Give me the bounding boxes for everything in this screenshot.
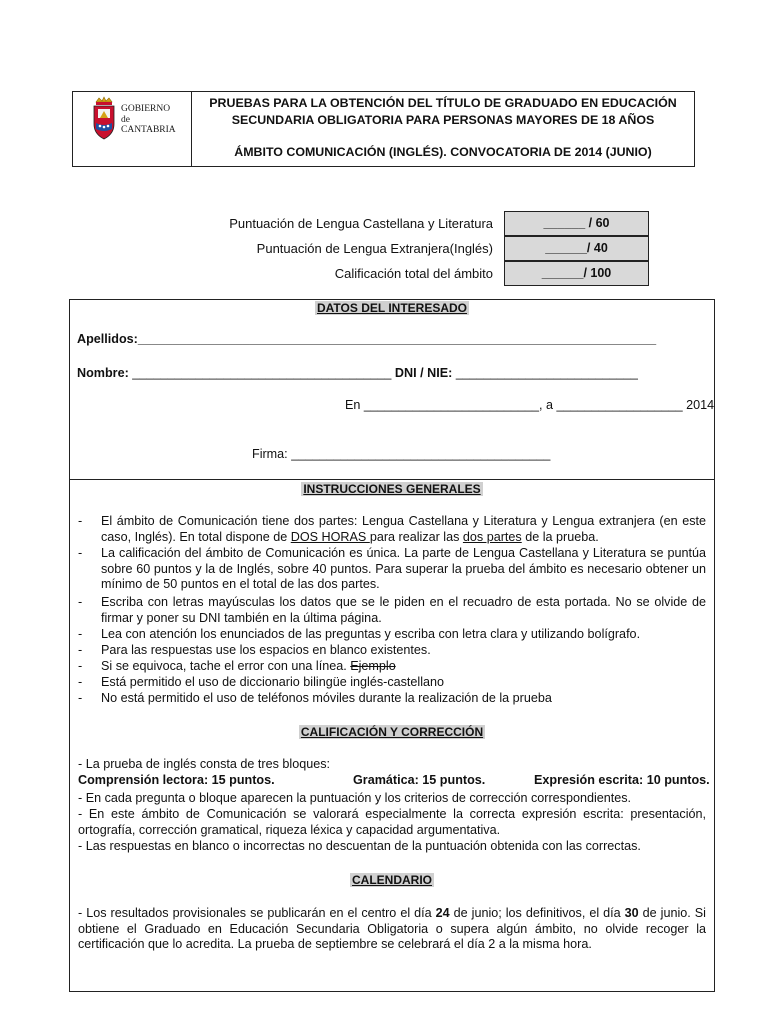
score-label-ingles: Puntuación de Lengua Extranjera(Inglés) (256, 241, 493, 256)
calificacion-line-3: - En este ámbito de Comunicación se valorará especialmente la correcta expresión escrita: presentación, ortografía, corrección gramatical, riqueza léxica y capacidad argumentativa. (78, 807, 706, 837)
instruction-item-5: - Para las respuestas use los espacios en blanco existentes. (78, 643, 431, 657)
firma-field[interactable]: _____________________________________ (291, 447, 551, 461)
place-date-row[interactable] (345, 398, 714, 412)
logo-line-1: GOBIERNO (121, 104, 171, 114)
en-label: En (345, 398, 364, 412)
score-cell-castellano[interactable]: ______ / 60 (504, 211, 649, 236)
instruction-item-4: - Lea con atención los enunciados de las preguntas y escriba con letra clara y utilizando bolígrafo. (78, 627, 641, 641)
instruction-item-6: - Si se equivoca, tache el error con una línea. Ejemplo (78, 659, 396, 673)
firma-label: Firma: (252, 447, 292, 461)
apellidos-label: Apellidos: (77, 332, 138, 346)
main-form-box (69, 299, 715, 992)
firma-row[interactable] (252, 447, 550, 461)
block-gramatica: Gramática: 15 puntos. (353, 773, 486, 787)
year-label: 2014 (682, 398, 715, 412)
document-header (72, 91, 695, 167)
block-expresion: Expresión escrita: 10 puntos. (534, 773, 710, 787)
a-label: , a (539, 398, 557, 412)
dni-label: DNI / NIE: (391, 366, 456, 380)
example-strikethrough: Ejemplo (350, 659, 396, 673)
score-label-castellano: Puntuación de Lengua Castellana y Literatura (229, 216, 493, 231)
calendario-title: CALENDARIO (352, 873, 432, 887)
logo-text (121, 104, 176, 136)
date-field[interactable]: __________________ (556, 398, 683, 412)
cantabria-coat-of-arms-icon (91, 96, 117, 142)
logo-cell (73, 92, 192, 166)
nombre-field[interactable]: _____________________________________ (128, 366, 392, 380)
datos-title: DATOS DEL INTERESADO (316, 301, 468, 315)
instrucciones-title: INSTRUCCIONES GENERALES (303, 482, 481, 496)
apellidos-field[interactable]: __________________________________________________________________________ (137, 332, 657, 346)
logo-line-2: de (121, 114, 130, 125)
calificacion-line-4: - Las respuestas en blanco o incorrectas no descuentan de la puntuación obtenida con las correctas. (78, 839, 641, 853)
instruction-item-7: - Está permitido el uso de diccionario bilingüe inglés-castellano (78, 675, 445, 689)
block-comprension: Comprensión lectora: 15 puntos. (78, 773, 275, 787)
instruction-item-2: - La calificación del ámbito de Comunicación es única. La parte de Lengua Castellana y Literatura se puntúa sobre 60 puntos y la de Inglés, sobre 40 puntos. Para superar la prueba del ámbito es necesario obtener un mínimo de 50 puntos en el total de las dos partes. (78, 546, 706, 592)
instruction-item-1: - El ámbito de Comunicación tiene dos partes: Lengua Castellana y Literatura y Lengua extranjera (en este caso, Inglés). En total dispone de DOS HORAS para realizar las dos partes de la prueba. (78, 514, 706, 544)
dni-field[interactable]: __________________________ (455, 366, 638, 380)
calificacion-intro: - La prueba de inglés consta de tres bloques: (78, 757, 331, 771)
nombre-label: Nombre: (77, 366, 129, 380)
calificacion-line-2: - En cada pregunta o bloque aparecen la puntuación y los criterios de corrección correspondientes. (78, 791, 632, 805)
score-cell-ingles[interactable]: ______/ 40 (504, 236, 649, 261)
place-field[interactable]: _________________________ (363, 398, 540, 412)
instruction-item-3: - Escriba con letras mayúsculas los datos que se le piden en el recuadro de esta portada. No se olvide de firmar y poner su DNI también en la última página. (78, 595, 706, 625)
score-cell-total[interactable]: ______/ 100 (504, 261, 649, 286)
apellidos-row[interactable] (77, 332, 656, 346)
section-divider (70, 479, 714, 480)
title-line-1: PRUEBAS PARA LA OBTENCIÓN DEL TÍTULO DE GRADUADO EN EDUCACIÓN (209, 96, 677, 110)
nombre-row[interactable] (77, 366, 638, 380)
calendario-paragraph: - Los resultados provisionales se publicarán en el centro el día 24 de junio; los definitivos, el día 30 de junio. Si obtiene el Graduado en Educación Secundaria Obligatoria o supera algún ámbito, no olvide recoger la certificación que lo acredita. La prueba de septiembre se celebrará el día 2 a la misma hora. (78, 906, 706, 952)
instruction-item-8: - No está permitido el uso de teléfonos móviles durante la realización de la prueba (78, 691, 552, 705)
calificacion-title: CALIFICACIÓN Y CORRECCIÓN (300, 725, 484, 739)
title-line-2: SECUNDARIA OBLIGATORIA PARA PERSONAS MAYORES DE 18 AÑOS (231, 112, 655, 127)
logo-line-3: CANTABRIA (121, 125, 176, 135)
score-label-total: Calificación total del ámbito (334, 266, 493, 281)
title-line-3: ÁMBITO COMUNICACIÓN (INGLÉS). CONVOCATORIA DE 2014 (JUNIO) (234, 145, 652, 159)
header-title (192, 95, 694, 161)
